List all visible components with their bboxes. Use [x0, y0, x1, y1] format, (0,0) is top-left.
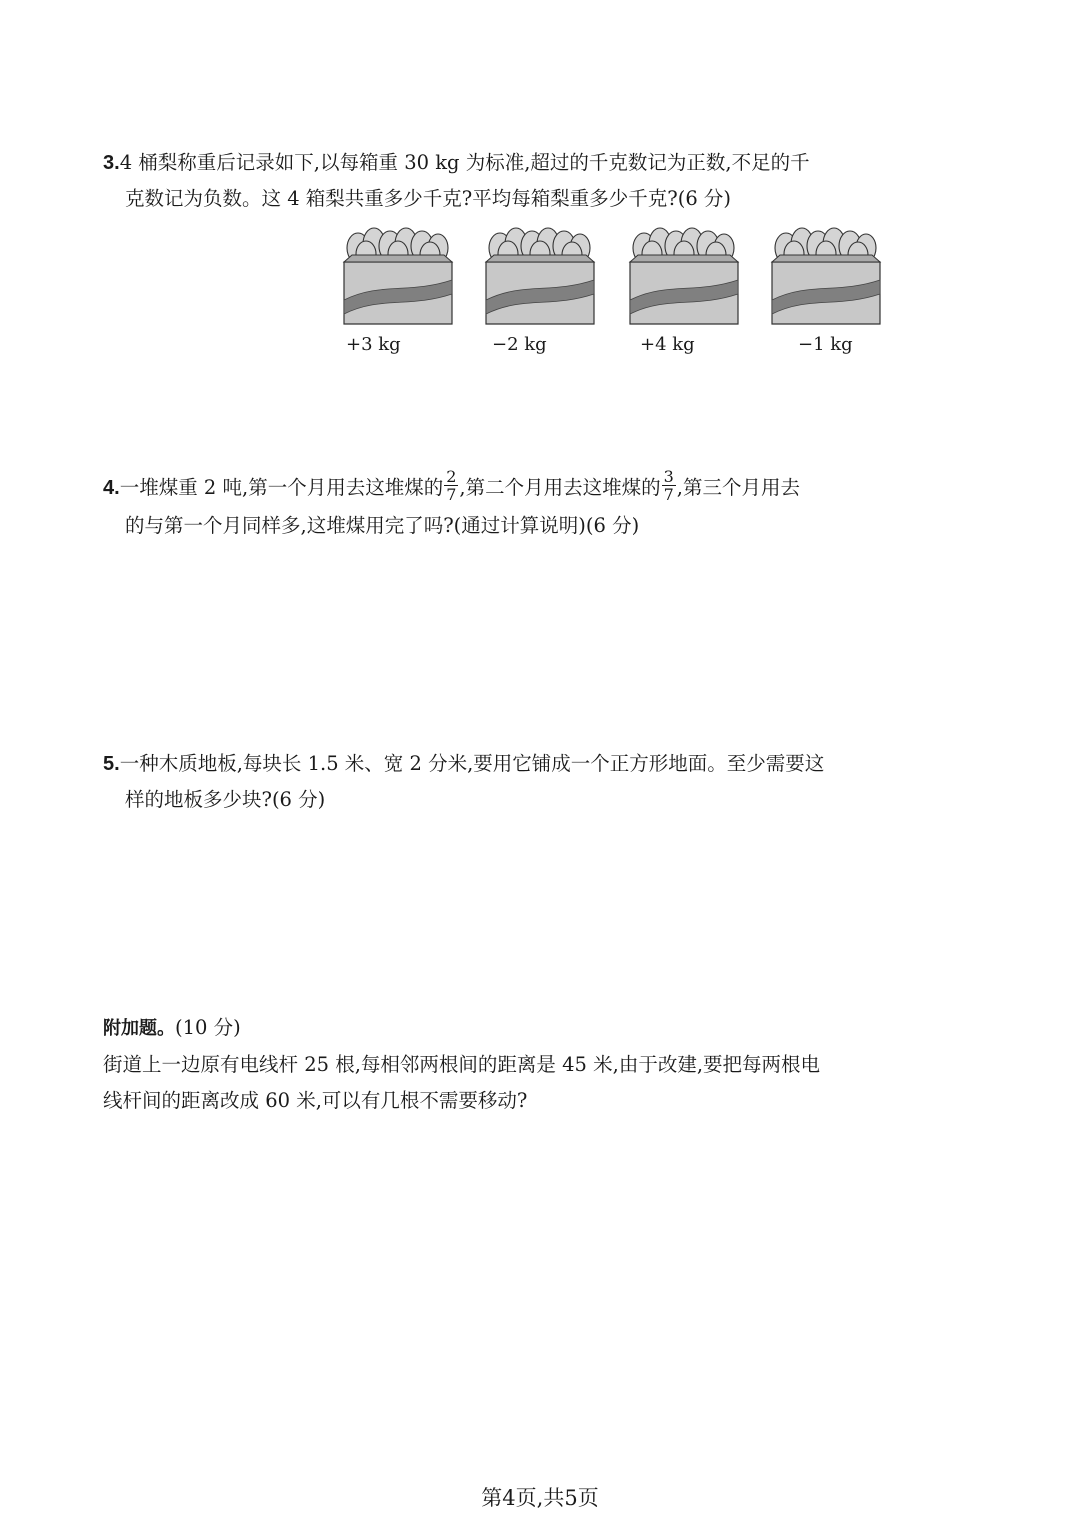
- pear-box-2: [482, 222, 600, 362]
- page-number: 第4页,共5页: [481, 1486, 599, 1510]
- fraction-numerator: 3: [663, 467, 674, 486]
- pear-box-icon: [482, 222, 600, 327]
- weight-label: +4 kg: [640, 334, 695, 355]
- fraction-denominator: 7: [663, 485, 674, 504]
- fraction-two-sevenths: [444, 468, 458, 503]
- question-4-part1: 一堆煤重 2 吨,第一个月用去这堆煤的: [119, 476, 444, 499]
- question-4: [103, 466, 903, 544]
- pear-box-1: [340, 222, 458, 362]
- extra-question-line2: 线杆间的距离改成 60 米,可以有几根不需要移动?: [103, 1089, 528, 1112]
- pear-box-icon: [626, 222, 744, 327]
- fraction-denominator: 7: [446, 485, 457, 504]
- extra-question-title: 附加题。: [103, 1018, 175, 1039]
- pear-box-icon: [768, 222, 886, 327]
- question-5-number: 5.: [103, 753, 120, 775]
- question-3: [103, 145, 903, 217]
- extra-question: [103, 1010, 903, 1119]
- question-3-line2: 克数记为负数。这 4 箱梨共重多少千克?平均每箱梨重多少千克?(6 分): [125, 187, 732, 210]
- question-3-number: 3.: [103, 152, 120, 174]
- question-5-line2: 样的地板多少块?(6 分): [125, 788, 326, 811]
- question-4-part2: ,第二个月用去这堆煤的: [459, 476, 661, 499]
- pear-box-4: [768, 222, 886, 362]
- question-5-line1: 一种木质地板,每块长 1.5 米、宽 2 分米,要用它铺成一个正方形地面。至少需要这: [119, 752, 825, 775]
- question-5: [103, 746, 903, 818]
- question-4-line2: 的与第一个月同样多,这堆煤用完了吗?(通过计算说明)(6 分): [125, 514, 640, 537]
- question-4-number: 4.: [103, 477, 120, 499]
- weight-label: −2 kg: [492, 334, 547, 355]
- weight-label: −1 kg: [798, 334, 853, 355]
- pear-box-icon: [340, 222, 458, 327]
- question-4-part3: ,第三个月用去: [676, 476, 800, 499]
- extra-question-line1: 街道上一边原有电线杆 25 根,每相邻两根间的距离是 45 米,由于改建,要把每两根电: [103, 1053, 821, 1076]
- weight-label: +3 kg: [346, 334, 401, 355]
- fraction-numerator: 2: [446, 467, 457, 486]
- extra-question-score: (10 分): [175, 1016, 241, 1039]
- question-3-line1: 4 桶梨称重后记录如下,以每箱重 30 kg 为标准,超过的千克数记为正数,不足的千: [119, 151, 810, 174]
- fraction-three-sevenths: [662, 468, 676, 503]
- pear-boxes: [340, 222, 900, 362]
- pear-box-3: [626, 222, 744, 362]
